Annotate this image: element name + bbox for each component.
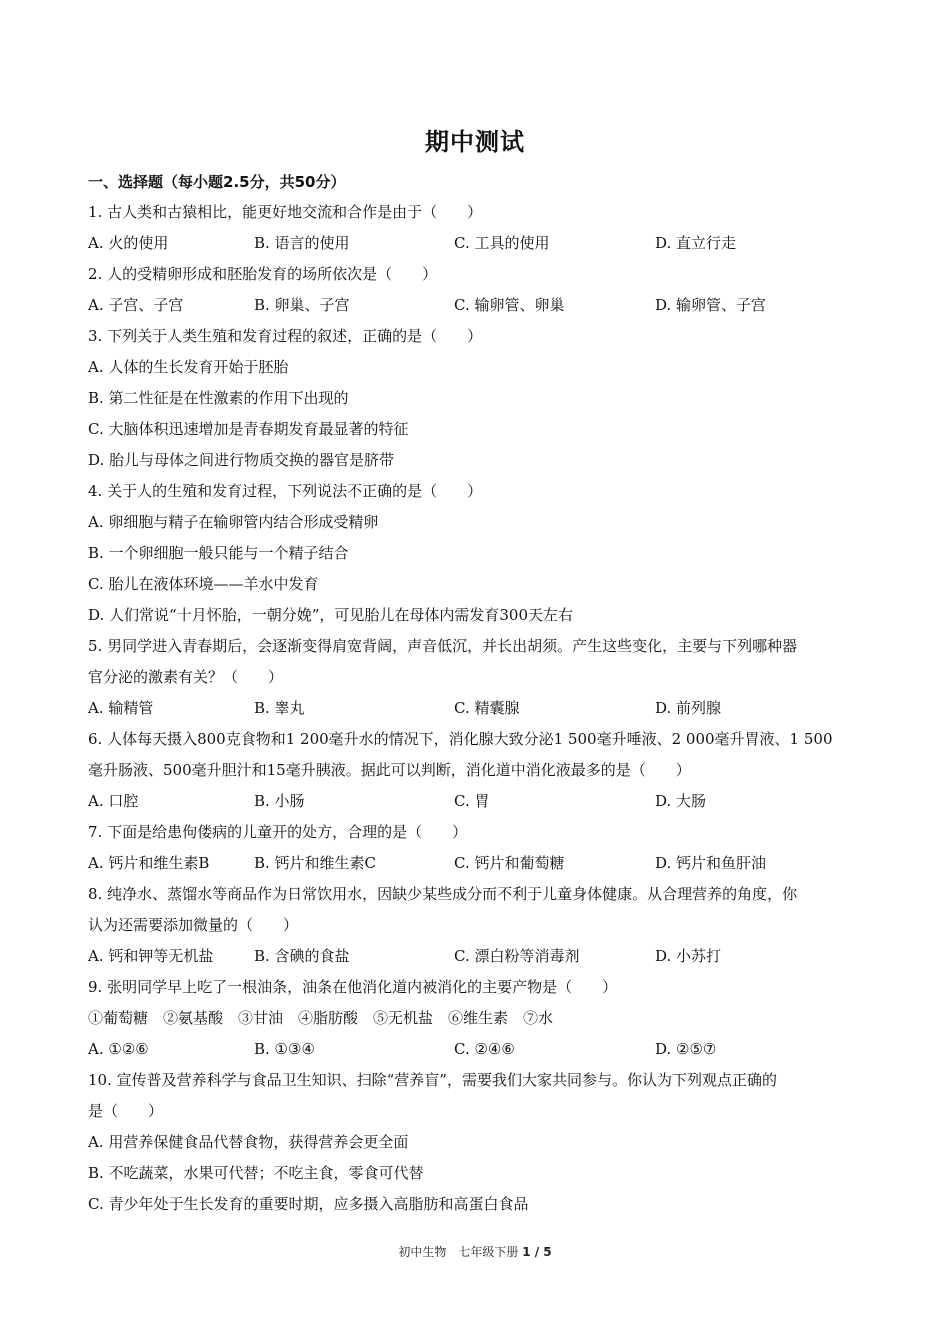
question-10-stem-cont: 是（ ） (88, 1102, 164, 1120)
option-b: B. 钙片和维生素C (254, 854, 377, 872)
option-d: D. 胎儿与母体之间进行物质交换的器官是脐带 (88, 451, 395, 469)
option-c: C. 钙片和葡萄糖 (454, 854, 565, 872)
question-10-stem: 10. 宣传普及营养科学与食品卫生知识、扫除“营养盲”，需要我们大家共同参与。你认为下列观点正确的 (88, 1071, 777, 1089)
question-2-options (88, 290, 866, 321)
question-9-items: ①葡萄糖 ②氨基酸 ③甘油 ④脂肪酸 ⑤无机盐 ⑥维生素 ⑦水 (88, 1009, 554, 1027)
option-a: A. 人体的生长发育开始于胚胎 (88, 358, 289, 376)
option-a: A. 用营养保健食品代替食物，获得营养会更全面 (88, 1133, 409, 1151)
question-8-stem-cont: 认为还需要添加微量的（ ） (88, 916, 299, 934)
option-d: D. 小苏打 (655, 947, 722, 965)
option-b: B. 含碘的食盐 (254, 947, 350, 965)
option-b: B. 睾丸 (254, 699, 305, 717)
option-b: B. 第二性征是在性激素的作用下出现的 (88, 389, 349, 407)
option-b: B. 一个卵细胞一般只能与一个精子结合 (88, 544, 349, 562)
option-b: B. 卵巢、子宫 (254, 296, 350, 314)
question-7-options (88, 848, 866, 879)
question-8-stem: 8. 纯净水、蒸馏水等商品作为日常饮用水，因缺少某些成分而不利于儿童身体健康。从合理营养的角度，你 (88, 885, 798, 903)
option-b: B. 小肠 (254, 792, 305, 810)
option-c: C. 胃 (454, 792, 490, 810)
question-4-stem: 4. 关于人的生殖和发育过程，下列说法不正确的是（ ） (88, 482, 483, 500)
option-c: C. 漂白粉等消毒剂 (454, 947, 580, 965)
option-c: C. 精囊腺 (454, 699, 520, 717)
option-c: C. 大脑体积迅速增加是青春期发育最显著的特征 (88, 420, 409, 438)
option-d: D. 人们常说“十月怀胎，一朝分娩”，可见胎儿在母体内需发育300天左右 (88, 606, 573, 624)
question-list (88, 197, 866, 1220)
question-6-stem: 6. 人体每天摄入800克食物和1 200毫升水的情况下，消化腺大致分泌1 500毫升唾液、2 000毫升胃液、1 500 (88, 730, 833, 748)
option-b: B. 语言的使用 (254, 234, 350, 252)
page-title: 期中测试 (425, 128, 525, 156)
question-1-stem: 1. 古人类和古猿相比，能更好地交流和合作是由于（ ） (88, 203, 483, 221)
option-a: A. 钙和钾等无机盐 (88, 947, 214, 965)
question-9-stem: 9. 张明同学早上吃了一根油条，油条在他消化道内被消化的主要产物是（ ） (88, 978, 618, 996)
option-d: D. 大肠 (655, 792, 707, 810)
option-c: C. ②④⑥ (454, 1040, 515, 1058)
option-a: A. 卵细胞与精子在输卵管内结合形成受精卵 (88, 513, 379, 531)
option-a: A. 子宫、子宫 (88, 296, 184, 314)
question-3-stem: 3. 下列关于人类生殖和发育过程的叙述，正确的是（ ） (88, 327, 483, 345)
option-c: C. 胎儿在液体环境——羊水中发育 (88, 575, 319, 593)
option-d: D. ②⑤⑦ (655, 1040, 717, 1058)
option-c: C. 青少年处于生长发育的重要时期，应多摄入高脂肪和高蛋白食品 (88, 1195, 529, 1213)
option-d: D. 前列腺 (655, 699, 722, 717)
option-a: A. 钙片和维生素B (88, 854, 210, 872)
question-5-stem-cont: 官分泌的激素有关？（ ） (88, 668, 284, 686)
page-number: 1 / 5 (522, 1245, 552, 1259)
option-a: A. 口腔 (88, 792, 139, 810)
question-8-options (88, 941, 866, 972)
option-a: A. ①②⑥ (88, 1040, 149, 1058)
page-footer (0, 1243, 950, 1260)
question-6-stem-cont: 毫升肠液、500毫升胆汁和15毫升胰液。据此可以判断，消化道中消化液最多的是（ ） (88, 761, 691, 779)
question-5-stem: 5. 男同学进入青春期后，会逐渐变得肩宽背阔，声音低沉，并长出胡须。产生这些变化，主要与下列哪种器 (88, 637, 798, 655)
option-c: C. 输卵管、卵巢 (454, 296, 565, 314)
option-d: D. 输卵管、子宫 (655, 296, 767, 314)
option-c: C. 工具的使用 (454, 234, 550, 252)
option-b: B. 不吃蔬菜，水果可代替；不吃主食，零食可代替 (88, 1164, 424, 1182)
question-6-options (88, 786, 866, 817)
question-7-stem: 7. 下面是给患佝偻病的儿童开的处方，合理的是（ ） (88, 823, 468, 841)
footer-course: 初中生物 七年级下册 (398, 1245, 519, 1259)
option-d: D. 直立行走 (655, 234, 737, 252)
option-a: A. 输精管 (88, 699, 154, 717)
option-d: D. 钙片和鱼肝油 (655, 854, 767, 872)
question-9-options (88, 1034, 866, 1065)
option-b: B. ①③④ (254, 1040, 315, 1058)
question-1-options (88, 228, 866, 259)
section-heading: 一、选择题（每小题2.5分，共50分） (88, 173, 346, 191)
question-5-options (88, 693, 866, 724)
question-2-stem: 2. 人的受精卵形成和胚胎发育的场所依次是（ ） (88, 265, 438, 283)
option-a: A. 火的使用 (88, 234, 169, 252)
